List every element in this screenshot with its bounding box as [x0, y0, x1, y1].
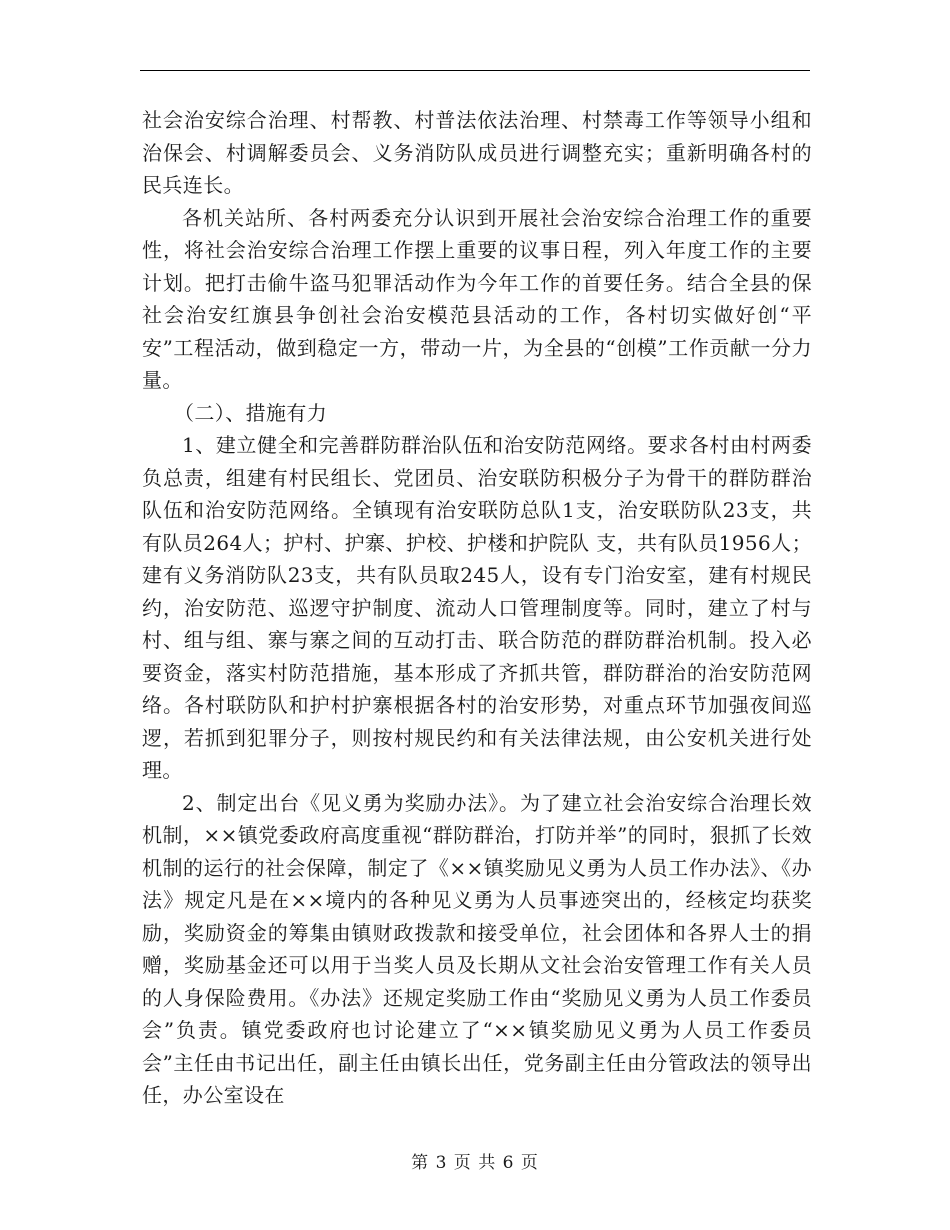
paragraph-4: 2、制定出台《见义勇为奖励办法》。为了建立社会治安综合治理长效机制，××镇党委政府高度重视“群防群治，打防并举”的同时，狠抓了长效机制的运行的社会保障，制定了《××镇奖励见义勇为人员工作办法》、《办法》规定凡是在××境内的各种见义勇为人员事迹突出的，经核定均获奖励，奖励资金的筹集由镇财政拨款和接受单位，社会团体和各界人士的捐赠，奖励基金还可以用于当奖人员及长期从文社会治安管理工作有关人员的人身保险费用。《办法》还规定奖励工作由“奖励见义勇为人员工作委员会”负责。镇党委政府也讨论建立了“××镇奖励见义勇为人员工作委员会”主任由书记出任，副主任由镇长出任，党务副主任由分管政法的领导出任，办公室设在: [142, 790, 812, 1107]
paragraph-3: 1、建立健全和完善群防群治队伍和治安防范网络。要求各村由村两委负总责，组建有村民组长、党团员、治安联防积极分子为骨干的群防群治队伍和治安防范网络。全镇现有治安联防总队1支，治安联防队23支，共有队员264人；护村、护寨、护校、护楼和护院队 支，共有队员1956人； 建有义务消防队23支，共有队员取245人，设有专门治安室，建有村规民约，治安防范、巡逻守护制度、流动人口管理制度等。同时，建立了村与村、组与组、寨与寨之间的互动打击、联合防范的群防群治机制。投入必要资金，落实村防范措施，基本形成了齐抓共管，群防群治的治安防范网络。各村联防队和护村护寨根据各村的治安形势，对重点环节加强夜间巡逻，若抓到犯罪分子，则按村规民约和有关法律法规，由公安机关进行处理。: [142, 433, 812, 782]
header-rule: [140, 70, 810, 71]
paragraph-1: 社会治安综合治理、村帮教、村普法依法治理、村禁毒工作等领导小组和治保会、村调解委员会、义务消防队成员进行调整充实；重新明确各村的民兵连长。: [142, 108, 812, 197]
paragraph-2: 各机关站所、各村两委充分认识到开展社会治安综合治理工作的重要性，将社会治安综合治理工作摆上重要的议事日程，列入年度工作的主要计划。把打击偷牛盗马犯罪活动作为今年工作的首要任务。结合全县的保社会治安红旗县争创社会治安模范县活动的工作，各村切实做好创“平安”工程活动，做到稳定一方，带动一片，为全县的“创模”工作贡献一分力量。: [142, 205, 812, 392]
page-number-footer: 第 3 页 共 6 页: [411, 1153, 539, 1173]
document-body: [142, 104, 812, 1112]
section-heading: （二）、措施有力: [174, 400, 328, 425]
